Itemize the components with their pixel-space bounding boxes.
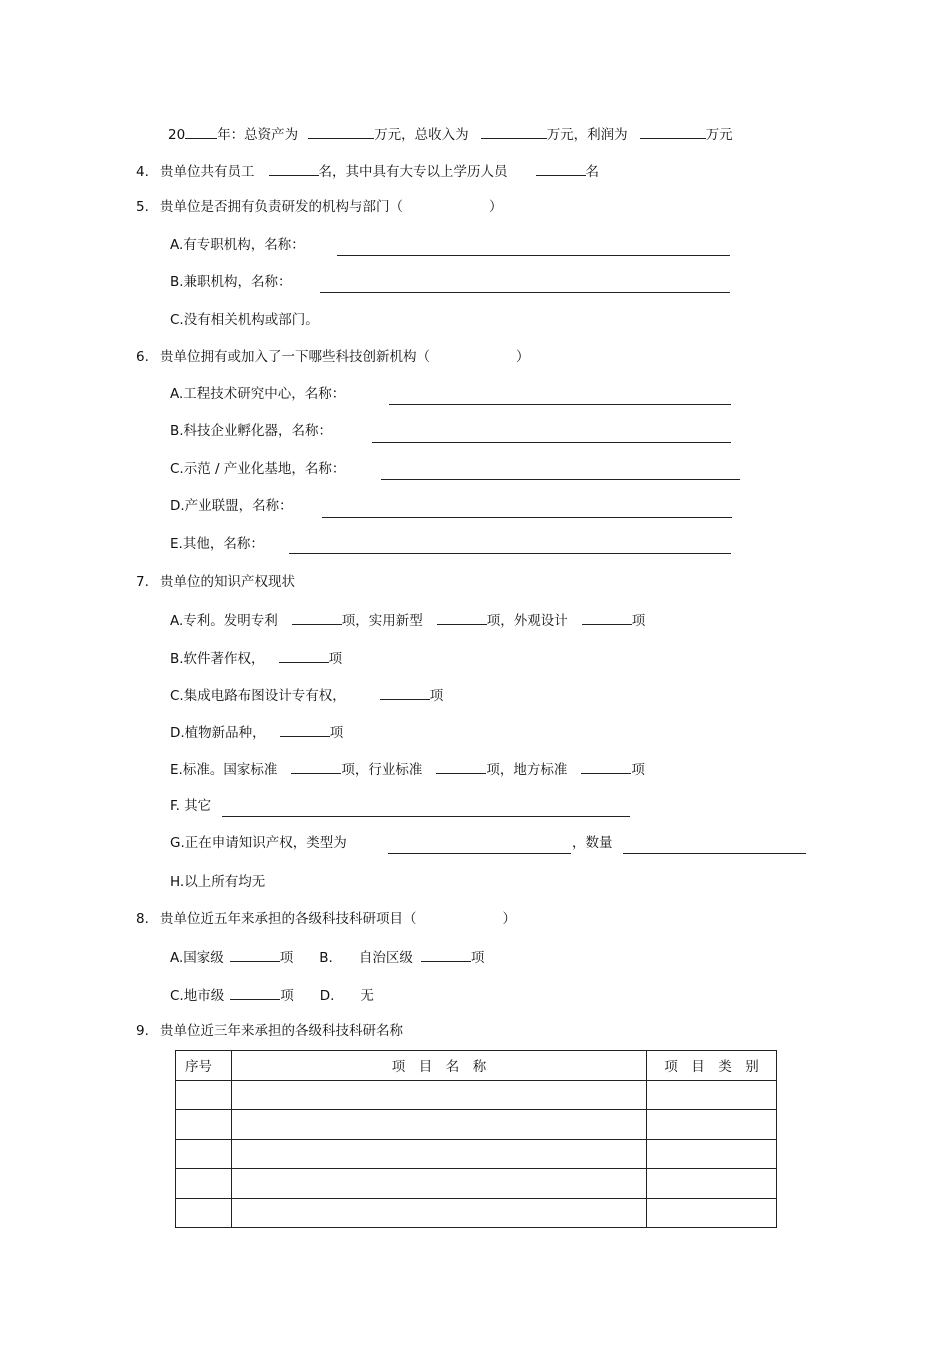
q5-b-name-blank[interactable] <box>320 292 730 293</box>
profit-unit: 万元 <box>705 127 733 143</box>
q8-row-2 <box>170 985 374 1005</box>
q6-option-e: E.其他，名称： <box>170 536 264 552</box>
table-row <box>176 1169 777 1199</box>
design-patent-blank[interactable] <box>582 610 632 625</box>
q8-text: 贵单位近五年来承担的各级科技科研项目（ <box>160 911 417 927</box>
profit-label: 万元，利润为 <box>546 127 628 143</box>
invention-patent-blank[interactable] <box>292 610 342 625</box>
serial-cell[interactable] <box>176 1080 232 1110</box>
q8-close: ） <box>502 911 516 927</box>
q7-option-d <box>170 722 343 742</box>
profit-blank[interactable] <box>640 124 706 139</box>
autonomous-region-unit: 项 <box>470 950 485 966</box>
national-level-label: A.国家级 <box>170 950 224 966</box>
total-assets-blank[interactable] <box>308 124 374 139</box>
ic-layout-label: C.集成电路布图设计专有权， <box>170 688 346 704</box>
industry-standard-label: 项，行业标准 <box>341 762 423 778</box>
q5-option-c: C.没有相关机构或部门。 <box>170 312 319 328</box>
q6-option-a: A.工程技术研究中心，名称： <box>170 386 346 402</box>
project-name-cell[interactable] <box>232 1080 647 1110</box>
college-count-blank[interactable] <box>536 161 586 176</box>
q7-option-b <box>170 648 342 668</box>
project-name-cell[interactable] <box>232 1139 647 1169</box>
serial-cell[interactable] <box>176 1198 232 1228</box>
invention-patent-label: A.专利。发明专利 <box>170 613 278 629</box>
project-type-cell[interactable] <box>647 1198 777 1228</box>
header-project-name: 项 目 名 称 <box>232 1051 647 1081</box>
q6-close: ） <box>516 349 530 365</box>
q5-text: 贵单位是否拥有负责研发的机构与部门（ <box>160 199 403 215</box>
q7-c-unit: 项 <box>429 688 444 704</box>
q8-none-label: 无 <box>360 988 374 1004</box>
q4-text-2: 名，其中具有大专以上学历人员 <box>318 164 508 180</box>
q7-option-e <box>170 759 645 779</box>
q4-text-3: 名 <box>585 164 599 180</box>
table-row <box>176 1110 777 1140</box>
q5-close: ） <box>489 199 503 215</box>
q9-text: 贵单位近三年来承担的各级科技科研名称 <box>160 1023 403 1039</box>
q7-text: 贵单位的知识产权现状 <box>160 574 295 590</box>
q6-c-name-blank[interactable] <box>381 479 740 480</box>
national-level-blank[interactable] <box>230 947 280 962</box>
project-type-cell[interactable] <box>647 1139 777 1169</box>
table-row <box>176 1198 777 1228</box>
q5-option-a: A.有专职机构，名称： <box>170 237 305 253</box>
q6-number: 6. <box>136 349 149 365</box>
question-9 <box>136 1022 403 1040</box>
total-assets-label: 年：总资产为 <box>217 127 299 143</box>
national-level-unit: 项 <box>279 950 294 966</box>
q7-option-g: G.正在申请知识产权，类型为 <box>170 835 347 851</box>
q7-option-h: H.以上所有均无 <box>170 874 266 890</box>
q7-b-unit: 项 <box>328 651 343 667</box>
city-level-label: C.地市级 <box>170 988 225 1004</box>
year-blank[interactable] <box>185 124 217 139</box>
q6-e-name-blank[interactable] <box>289 553 731 554</box>
q8-row-1 <box>170 947 484 967</box>
q6-a-name-blank[interactable] <box>389 404 731 405</box>
autonomous-region-label: 自治区级 <box>358 950 413 966</box>
header-project-type: 项 目 类 别 <box>647 1051 777 1081</box>
table-row <box>176 1080 777 1110</box>
question-7 <box>136 573 295 591</box>
project-table <box>175 1050 777 1228</box>
q7-a-unit: 项 <box>631 613 646 629</box>
q8-option-d: D. <box>319 988 335 1004</box>
table-header-row <box>176 1051 777 1081</box>
q5-a-name-blank[interactable] <box>337 255 730 256</box>
q7-d-unit: 项 <box>329 725 344 741</box>
national-standard-label: E.标准。国家标准 <box>170 762 278 778</box>
question-4 <box>136 161 599 181</box>
q6-d-name-blank[interactable] <box>322 517 732 518</box>
serial-cell[interactable] <box>176 1139 232 1169</box>
local-standard-blank[interactable] <box>581 759 631 774</box>
plant-variety-blank[interactable] <box>280 722 330 737</box>
q6-option-d: D.产业联盟，名称： <box>170 498 293 514</box>
project-name-cell[interactable] <box>232 1198 647 1228</box>
header-serial: 序号 <box>176 1051 232 1081</box>
plant-variety-label: D.植物新品种， <box>170 725 266 741</box>
project-type-cell[interactable] <box>647 1110 777 1140</box>
question-8 <box>136 910 516 928</box>
ic-layout-blank[interactable] <box>380 685 430 700</box>
q8-option-b: B. <box>319 950 333 966</box>
q4-text: 贵单位共有员工 <box>160 164 255 180</box>
q7-g-type-blank[interactable] <box>388 853 571 854</box>
q7-option-f: F. 其它 <box>170 798 212 814</box>
question-6 <box>136 348 530 366</box>
table-row <box>176 1139 777 1169</box>
industry-standard-blank[interactable] <box>436 759 486 774</box>
q5-option-b: B.兼职机构，名称： <box>170 274 292 290</box>
local-standard-label: 项，地方标准 <box>486 762 568 778</box>
city-level-unit: 项 <box>280 988 294 1004</box>
design-patent-label: 项，外观设计 <box>486 613 568 629</box>
question-5 <box>136 198 503 216</box>
financial-line <box>168 124 733 144</box>
q6-text: 贵单位拥有或加入了一下哪些科技创新机构（ <box>160 349 430 365</box>
project-name-cell[interactable] <box>232 1110 647 1140</box>
project-type-cell[interactable] <box>647 1169 777 1199</box>
q4-number: 4. <box>136 164 149 180</box>
q7-e-unit: 项 <box>631 762 645 778</box>
project-name-cell[interactable] <box>232 1169 647 1199</box>
q7-option-a <box>170 610 645 630</box>
total-income-blank[interactable] <box>481 124 547 139</box>
software-copyright-blank[interactable] <box>279 648 329 663</box>
q7-number: 7. <box>136 574 149 590</box>
national-standard-blank[interactable] <box>291 759 341 774</box>
project-type-cell[interactable] <box>647 1080 777 1110</box>
q8-number: 8. <box>136 911 149 927</box>
serial-cell[interactable] <box>176 1110 232 1140</box>
employee-count-blank[interactable] <box>269 161 319 176</box>
year-prefix: 20 <box>168 127 186 143</box>
q9-number: 9. <box>136 1023 149 1039</box>
q5-number: 5. <box>136 199 149 215</box>
q7-g-quantity-blank[interactable] <box>623 853 806 854</box>
q6-option-c: C.示范 / 产业化基地，名称： <box>170 461 346 477</box>
q7-g-quantity-label: ，数量 <box>572 835 613 851</box>
city-level-blank[interactable] <box>230 985 280 1000</box>
q6-option-b: B.科技企业孵化器，名称： <box>170 423 333 439</box>
total-income-label: 万元，总收入为 <box>374 127 469 143</box>
q7-f-blank[interactable] <box>222 816 630 817</box>
q7-option-c <box>170 685 443 705</box>
autonomous-region-blank[interactable] <box>421 947 471 962</box>
q6-b-name-blank[interactable] <box>372 442 731 443</box>
serial-cell[interactable] <box>176 1169 232 1199</box>
software-copyright-label: B.软件著作权， <box>170 651 265 667</box>
utility-model-label: 项，实用新型 <box>341 613 423 629</box>
utility-model-blank[interactable] <box>437 610 487 625</box>
